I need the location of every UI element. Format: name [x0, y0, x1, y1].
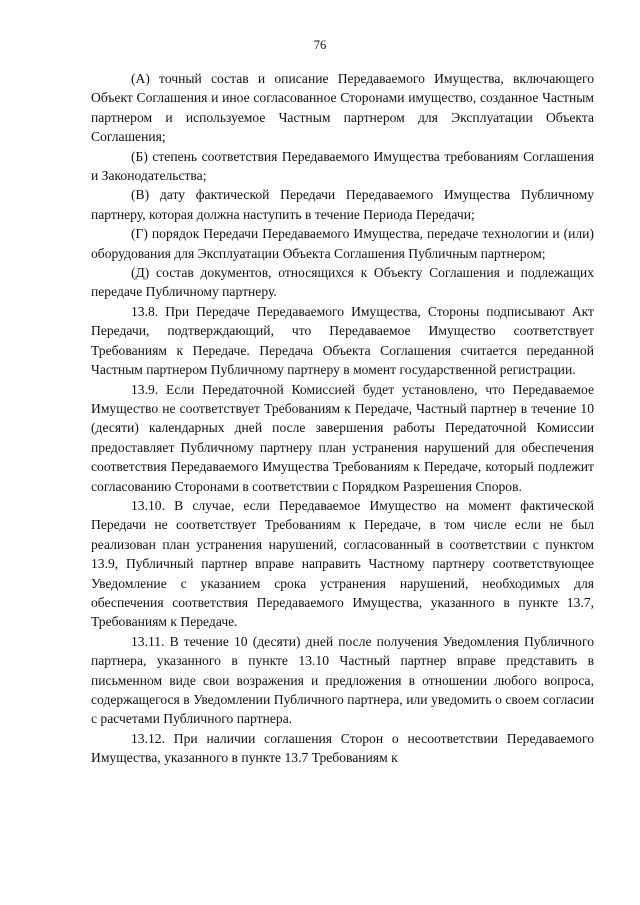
- paragraph-13-9: 13.9. Если Передаточной Комиссией будет установлено, что Передаваемое Имущество не соответствует Требованиям к Передаче, Частный партнер в течение 10 (десяти) календарных дней после завершения работы Передаточной Комиссии предоставляет Публичному партнеру план устранения нарушений для обеспечения соответствия Передаваемого Имущества Требованиям к Передаче, который подлежит согласованию Сторонами в соответствии с Порядком Разрешения Споров.: [91, 381, 594, 494]
- paragraph-item-a: (А) точный состав и описание Передаваемого Имущества, включающего Объект Соглашения и иное согласованное Сторонами имущество, созданное Частным партнером и используемое Частным партнером для Эксплуатации Объекта Соглашения;: [91, 71, 594, 145]
- paragraph-item-g: (Г) порядок Передачи Передаваемого Имущества, передаче технологии и (или) оборудования для Эксплуатации Объекта Соглашения Публичным партнером;: [91, 226, 594, 261]
- paragraph-item-d: (Д) состав документов, относящихся к Объекту Соглашения и подлежащих передаче Публичному партнеру.: [91, 265, 594, 300]
- paragraph-13-8: 13.8. При Передаче Передаваемого Имущества, Стороны подписывают Акт Передачи, подтверждающий, что Передаваемое Имущество соответствует Требованиям к Передаче. Передача Объекта Соглашения считается переданной Частным партнером Публичному партнеру в момент государственной регистрации.: [91, 303, 594, 378]
- page-number: 76: [313, 38, 327, 52]
- paragraph-item-b: (Б) степень соответствия Передаваемого Имущества требованиям Соглашения и Законодательства;: [91, 148, 594, 184]
- paragraph-item-v: (В) дату фактической Передачи Передаваемого Имущества Публичному партнеру, которая должна наступить в течение Периода Передачи;: [91, 187, 594, 222]
- paragraph-13-11: 13.11. В течение 10 (десяти) дней после получения Уведомления Публичного партнера, указанного в пункте 13.10 Частный партнер вправе представить в письменном виде свои возражения и предложения в отношении любого вопроса, содержащегося в Уведомлении Публичного партнера, или уведомить о своем согласии с расчетами Публичного партнера.: [91, 633, 594, 727]
- paragraph-13-12: 13.12. При наличии соглашения Сторон о несоответствии Передаваемого Имущества, указанного в пункте 13.7 Требованиям к: [91, 730, 594, 766]
- paragraph-13-10: 13.10. В случае, если Передаваемое Имущество на момент фактической Передачи не соответствует Требованиям к Передаче, в том числе если не был реализован план устранения нарушений, согласованный в соответствии с пунктом 13.9, Публичный партнер вправе направить Частному партнеру соответствующее Уведомление с указанием срока устранения нарушений, необходимых для обеспечения соответствия Передаваемого Имущества, указанного в пункте 13.7, Требованиям к Передаче.: [91, 497, 594, 630]
- document-body: [91, 69, 594, 768]
